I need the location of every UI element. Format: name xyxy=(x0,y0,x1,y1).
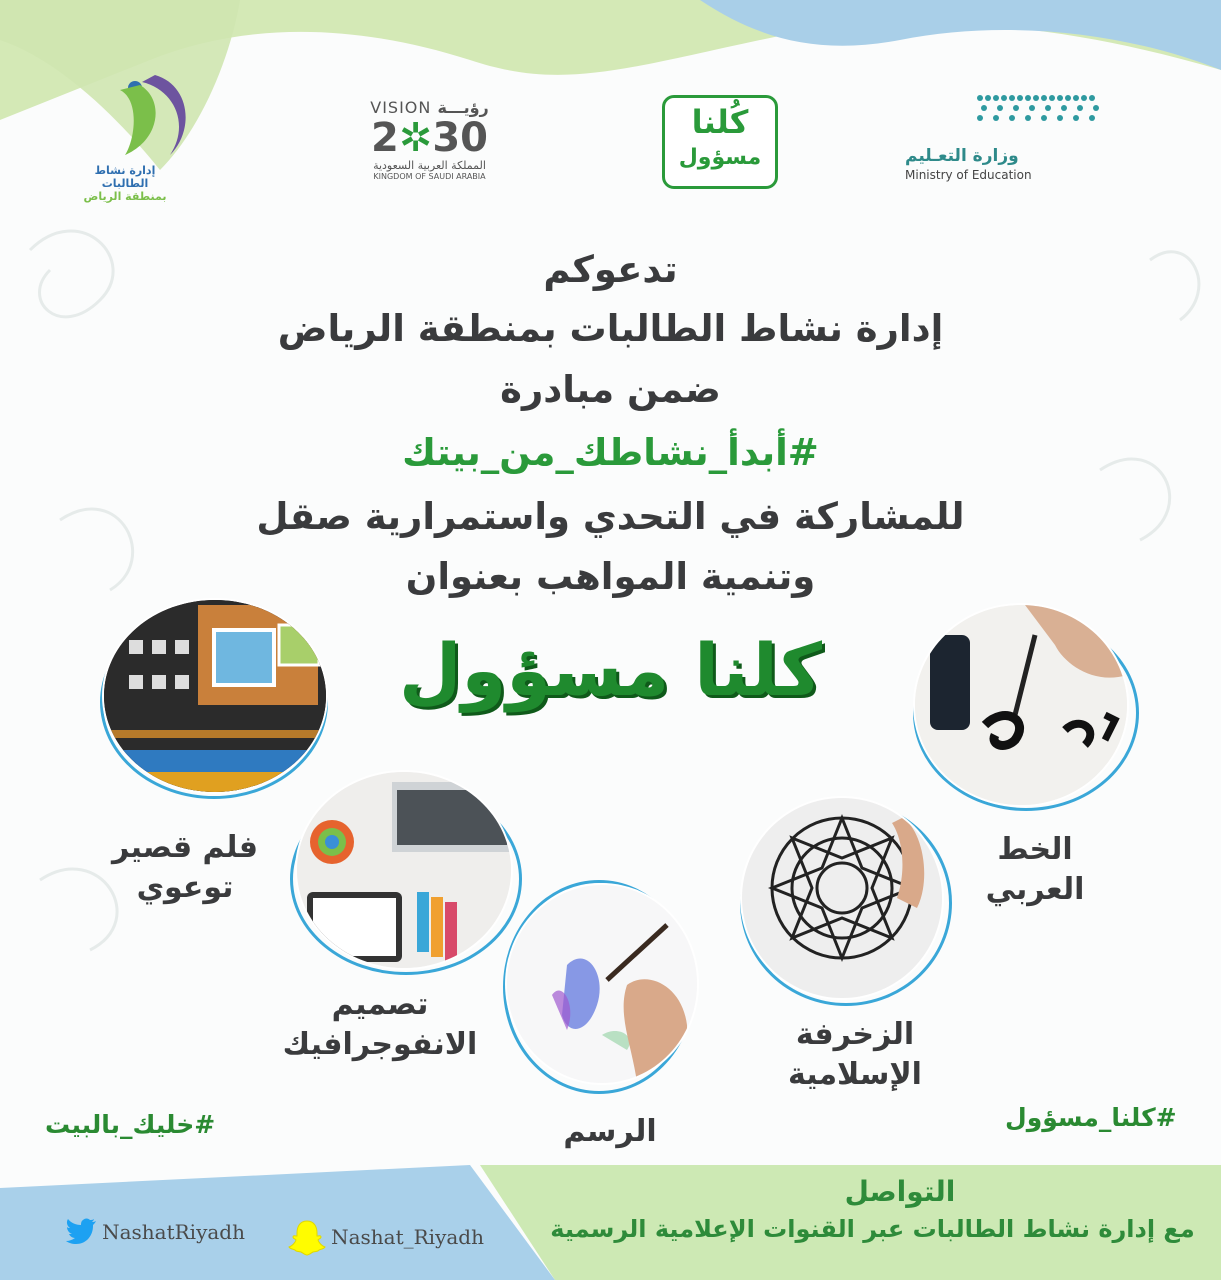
vision-2030-logo xyxy=(362,98,497,198)
campaign-logo-line1: كُلنا xyxy=(691,103,749,141)
twitter-link[interactable] xyxy=(65,1218,245,1250)
watercolor-icon xyxy=(507,885,697,1083)
riyadh-activity-logo-icon xyxy=(80,70,210,160)
riyadh-activity-logo xyxy=(80,70,210,203)
film-label-line1: فلم قصير xyxy=(112,830,258,865)
infographic-label xyxy=(280,985,480,1065)
islamic-pattern-icon xyxy=(742,798,942,998)
calligraphy-image xyxy=(915,605,1127,805)
ministry-english: Ministry of Education xyxy=(905,168,1032,182)
headline-line3: ضمن مبادرة xyxy=(500,368,721,411)
infographic-image xyxy=(297,772,511,968)
vision-year-left: 2 xyxy=(370,115,399,161)
twitter-icon xyxy=(65,1218,97,1246)
vision-kingdom-ar: المملكة العربية السعودية xyxy=(373,159,486,172)
twitter-handle: NashatRiyadh xyxy=(102,1220,245,1244)
drawing-label xyxy=(545,1112,675,1152)
hashtag-stay-home: #خليك_بالبيت xyxy=(45,1110,216,1139)
infographic-label-line2: الانفوجرافيك xyxy=(282,1027,478,1062)
headline-hashtag: #أبدأ_نشاطك_من_بيتك xyxy=(402,431,819,474)
footer-title: التواصل xyxy=(844,1175,956,1208)
headline-line5: للمشاركة في التحدي واستمرارية صقل xyxy=(256,495,965,538)
vision-word: VISION xyxy=(370,98,432,117)
film-label xyxy=(100,828,270,908)
ornament-image xyxy=(742,798,942,998)
ornament-label xyxy=(770,1015,940,1095)
design-desk-icon xyxy=(297,772,511,968)
calligraphy-icon xyxy=(915,605,1127,805)
riyadh-logo-line2: بمنطقة الرياض xyxy=(83,190,167,203)
drawing-image xyxy=(507,885,697,1083)
calligraphy-label-line2: العربي xyxy=(985,872,1085,907)
drawing-label-line1: الرسم xyxy=(563,1114,657,1149)
film-image xyxy=(104,600,326,792)
film-label-line2: توعوي xyxy=(136,870,234,905)
ministry-logo xyxy=(905,90,1110,190)
snapchat-icon xyxy=(288,1218,326,1256)
snapchat-link[interactable] xyxy=(288,1218,484,1258)
footer-subtitle: مع إدارة نشاط الطالبات عبر القنوات الإعلامية الرسمية xyxy=(550,1215,1195,1243)
vision-kingdom-en: KINGDOM OF SAUDI ARABIA xyxy=(373,172,486,181)
ministry-arabic: وزارة التعـليم xyxy=(905,146,1019,166)
ministry-dots-icon xyxy=(975,90,1105,130)
video-editor-icon xyxy=(104,600,326,792)
vision-arabic: رؤيـــة xyxy=(437,98,489,117)
headline-line6: وتنمية المواهب بعنوان xyxy=(405,555,816,598)
calligraphy-label-line1: الخط xyxy=(997,832,1073,867)
riyadh-logo-line1: إدارة نشاط الطالبات xyxy=(94,164,156,190)
ornament-label-line2: الإسلامية xyxy=(788,1057,922,1092)
vision-emblem-icon: ✲ xyxy=(398,115,433,161)
headline-line1: تدعوكم xyxy=(543,248,678,291)
vision-year-right: 30 xyxy=(432,115,489,161)
main-title: كلنا مسؤول xyxy=(399,628,822,712)
ornament-label-line1: الزخرفة xyxy=(795,1017,915,1052)
infographic-label-line1: تصميم xyxy=(331,987,429,1022)
campaign-logo-line2: مسؤول xyxy=(678,145,762,170)
headline-line2: إدارة نشاط الطالبات بمنطقة الرياض xyxy=(277,307,944,350)
snapchat-handle: Nashat_Riyadh xyxy=(331,1225,484,1249)
campaign-logo xyxy=(662,95,778,189)
hashtag-campaign: #كلنا_مسؤول xyxy=(1005,1103,1177,1132)
calligraphy-label xyxy=(965,830,1105,910)
